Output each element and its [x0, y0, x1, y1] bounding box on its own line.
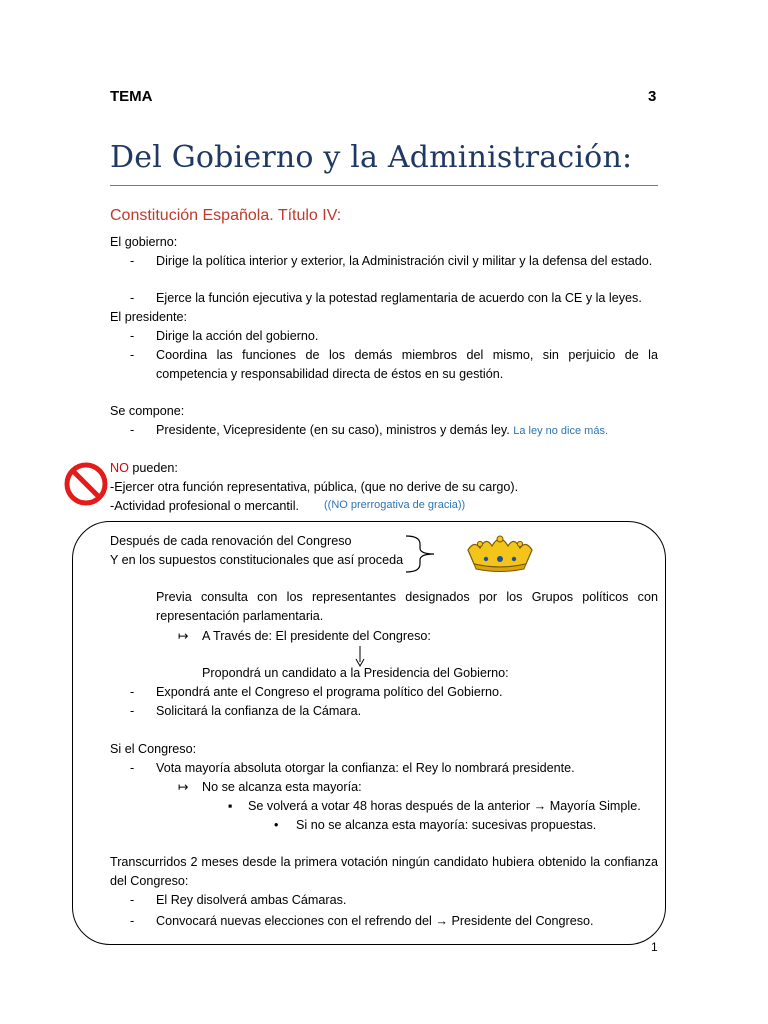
dot-bullet-icon: •	[274, 818, 279, 832]
box-final-target: Presidente del Congreso.	[451, 914, 594, 928]
right-arrow-icon: →	[533, 799, 547, 813]
compone-label: Se compone:	[110, 404, 185, 418]
box-a-traves: A Través de: El presidente del Congreso:	[202, 629, 431, 643]
box-final-1: El Rey disolverá ambas Cámaras.	[156, 893, 347, 907]
box-line-2: Y en los supuestos constitucionales que así proceda	[110, 553, 404, 567]
box-step-1: Expondrá ante el Congreso el programa político del Gobierno.	[156, 685, 503, 699]
crown-icon	[462, 530, 538, 572]
mapsto-arrow-icon: ↦	[178, 780, 189, 794]
no-pueden-label	[110, 459, 178, 478]
box-propondra: Propondrá un candidato a la Presidencia del Gobierno:	[202, 666, 509, 680]
compone-item	[156, 421, 658, 441]
presidente-item-1: Dirige la acción del gobierno.	[156, 329, 319, 343]
box-final-2: Convocará nuevas elecciones con el refrendo del	[156, 914, 432, 928]
box-volvera-line	[248, 797, 641, 816]
no-pueden-note: ((NO prerrogativa de gracia))	[324, 499, 466, 511]
gobierno-label: El gobierno:	[110, 235, 178, 249]
page-number: 1	[651, 940, 658, 954]
header-tema: TEMA	[110, 88, 153, 105]
dash-bullet: -	[130, 291, 135, 305]
dash-bullet: -	[130, 423, 135, 437]
gobierno-item-1: Dirige la política interior y exterior, la Administración civil y militar y la defensa del estado.	[156, 254, 653, 268]
dash-bullet: -	[130, 914, 135, 928]
dash-bullet: -	[130, 761, 135, 775]
gobierno-item-2: Ejerce la función ejecutiva y la potestad reglamentaria de acuerdo con la CE y la leyes.	[156, 291, 642, 305]
section-subtitle: Constitución Española. Título IV:	[110, 207, 342, 224]
box-si-congreso: Si el Congreso:	[110, 742, 197, 756]
box-line-1: Después de cada renovación del Congreso	[110, 534, 352, 548]
no-pueden-line-1: -Ejercer otra función representativa, pública, (que no derive de su cargo).	[110, 480, 519, 494]
curly-brace-icon	[404, 534, 438, 574]
right-arrow-icon: →	[435, 914, 448, 928]
presidente-label: El presidente:	[110, 310, 188, 324]
box-transcurridos: Transcurridos 2 meses desde la primera votación ningún candidato hubiera obtenido la confianza del Congreso:	[110, 855, 658, 888]
box-volvera: Se volverá a votar 48 horas después de la anterior	[248, 799, 531, 813]
square-bullet-icon: ▪	[228, 799, 233, 813]
no-pueden-rest: pueden:	[128, 461, 178, 475]
dash-bullet: -	[130, 704, 135, 718]
box-step-2: Solicitará la confianza de la Cámara.	[156, 704, 362, 718]
mapsto-arrow-icon: ↦	[178, 629, 189, 643]
dash-bullet: -	[130, 348, 135, 362]
box-sucesivas: Si no se alcanza esta mayoría: sucesivas propuestas.	[296, 818, 597, 832]
compone-text: Presidente, Vicepresidente (en su caso), ministros y demás ley.	[156, 423, 510, 437]
prohibited-icon	[63, 461, 109, 507]
dash-bullet: -	[130, 893, 135, 907]
box-consulta: Previa consulta con los representantes designados por los Grupos políticos con representación parlamentaria.	[156, 590, 658, 623]
dash-bullet: -	[130, 254, 135, 268]
box-no-alcanza: No se alcanza esta mayoría:	[202, 780, 362, 794]
header-number: 3	[648, 88, 657, 105]
page-title: Del Gobierno y la Administración:	[110, 140, 633, 175]
presidente-item-2: Coordina las funciones de los demás miembros del mismo, sin perjuicio de la competencia y responsabilidad directa de éstos en su gestión.	[156, 348, 658, 381]
no-word: NO	[110, 461, 129, 475]
no-pueden-line-2: -Actividad profesional o mercantil.	[110, 499, 299, 513]
box-mayoria-simple: Mayoría Simple.	[549, 799, 641, 813]
dash-bullet: -	[130, 329, 135, 343]
compone-note: La ley no dice más.	[513, 425, 609, 437]
title-rule	[110, 185, 658, 186]
box-vota: Vota mayoría absoluta otorgar la confianza: el Rey lo nombrará presidente.	[156, 761, 575, 775]
dash-bullet: -	[130, 685, 135, 699]
box-final-2-line	[156, 912, 594, 931]
